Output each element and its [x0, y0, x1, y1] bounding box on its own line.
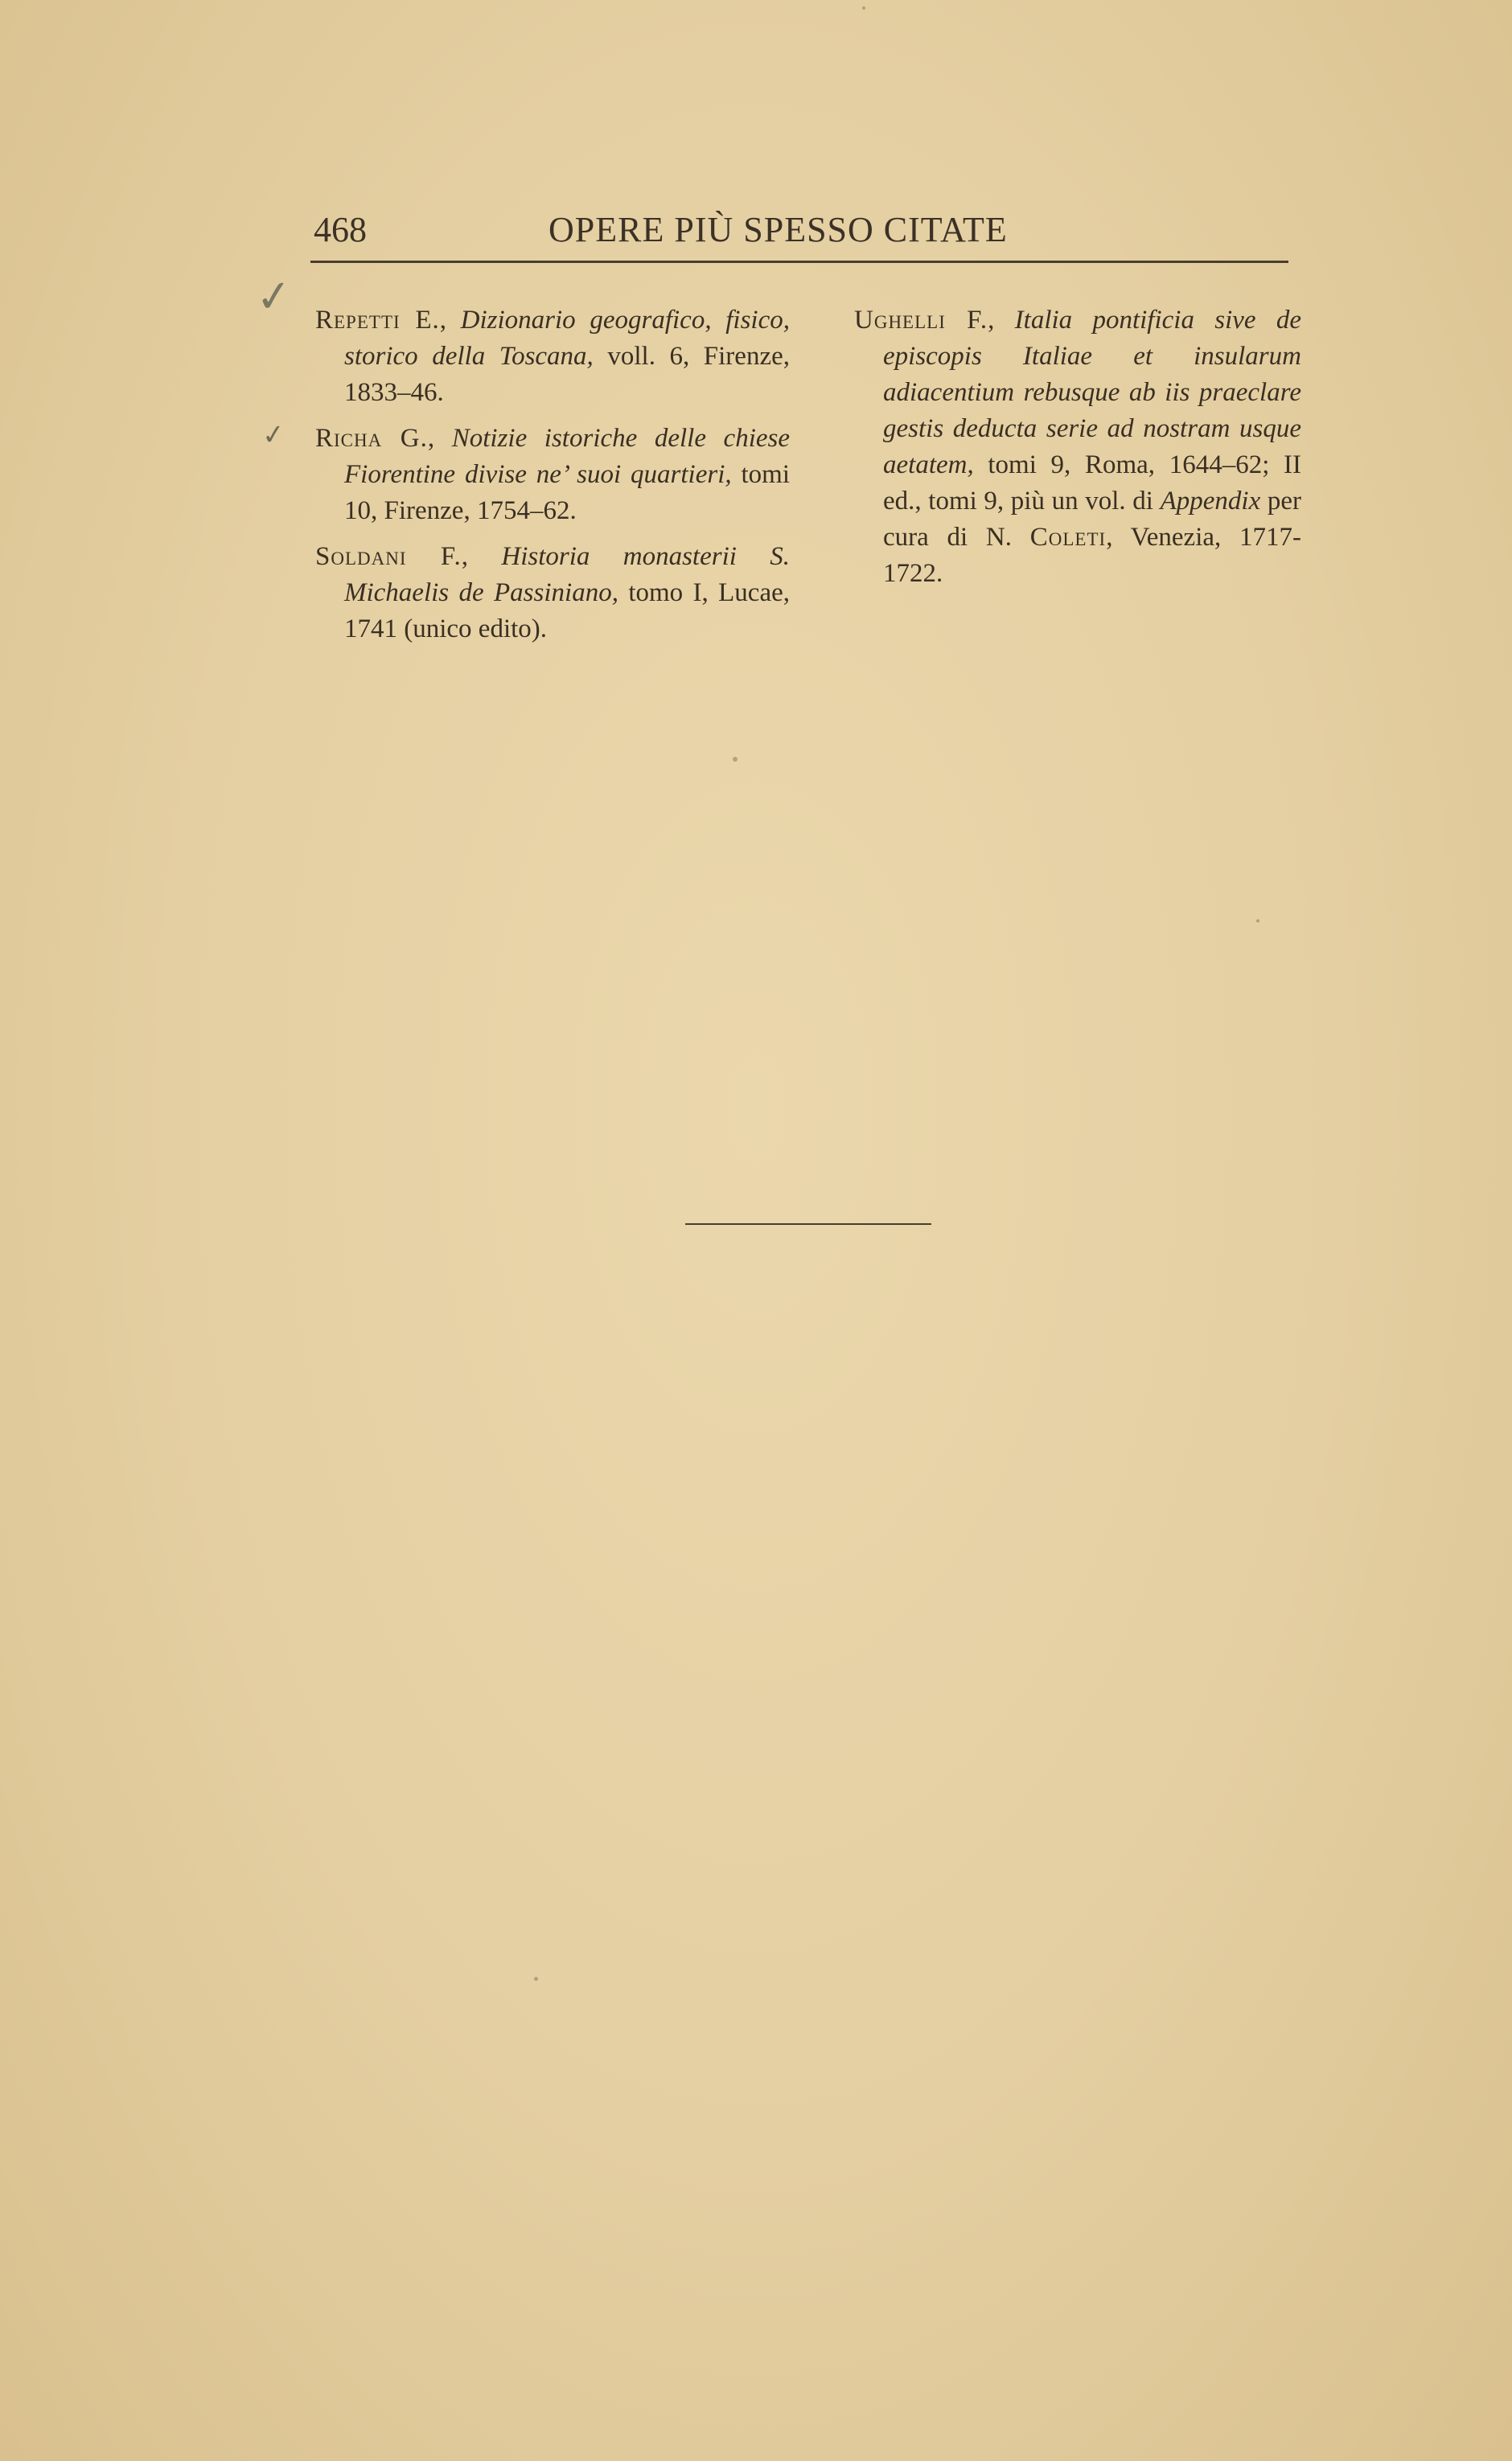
paper-speck [733, 757, 738, 762]
end-rule [685, 1223, 931, 1225]
page-header [310, 203, 1292, 257]
running-title: OPERE PIÙ SPESSO CITATE [549, 210, 1008, 249]
entry-title: Historia monasterii S. Michaelis de Passiniano, [344, 542, 790, 607]
entry-appendix: Appendix [1160, 487, 1261, 516]
entry-details: tomi 10, Firenze, 1754–62. [344, 460, 791, 525]
entry-editor: Coleti [1029, 523, 1107, 552]
entry-author: Richa G. [315, 424, 428, 453]
entry-details-end: , Venezia, 1717-1722. [883, 523, 1301, 588]
bibliography-left-column [253, 269, 791, 657]
paper-speck [534, 1977, 538, 1981]
header-rule [310, 261, 1288, 263]
paper-speck [1256, 919, 1259, 922]
entry-separator: , [439, 306, 461, 335]
entry-details-continued: per cura di N. [883, 487, 1301, 552]
entry-title: Dizionario geografico, fisico, storico della Toscana, [344, 306, 790, 371]
entry-details: tomi 9, Roma, 1644–62; II ed., tomi 9, più un vol. di [883, 450, 1301, 516]
bibliography-entry-repetti [253, 269, 790, 411]
bibliography-entry-ughelli [854, 302, 1301, 592]
entry-author: Ughelli F. [854, 306, 988, 335]
check-mark-icon: ✓ [253, 269, 295, 324]
entry-author: Repetti E. [315, 306, 440, 335]
page-number: 468 [314, 210, 367, 249]
entry-details: voll. 6, Firenze, 1833–46. [344, 342, 790, 407]
entry-title: Italia pontificia sive de episcopis Italiae et insularum adiacentium rebusque ab iis praeclare gestis deducta serie ad nostram usque aetatem, [883, 306, 1301, 479]
check-mark-icon: ✓ [260, 417, 287, 453]
bibliography-entry-soldani [315, 539, 790, 647]
bibliography-right-column [854, 302, 1301, 602]
entry-separator: , [988, 306, 1015, 335]
bibliography-entry-richa [260, 417, 791, 529]
entry-separator: , [427, 424, 452, 453]
entry-author: Soldani F. [315, 542, 462, 571]
entry-separator: , [461, 542, 502, 571]
entry-details: tomo I, Lucae, 1741 (unico edito). [344, 578, 790, 643]
paper-speck [862, 6, 865, 10]
entry-title: Notizie istoriche delle chiese Fiorentine divise ne’ suoi quartieri, [344, 424, 791, 489]
